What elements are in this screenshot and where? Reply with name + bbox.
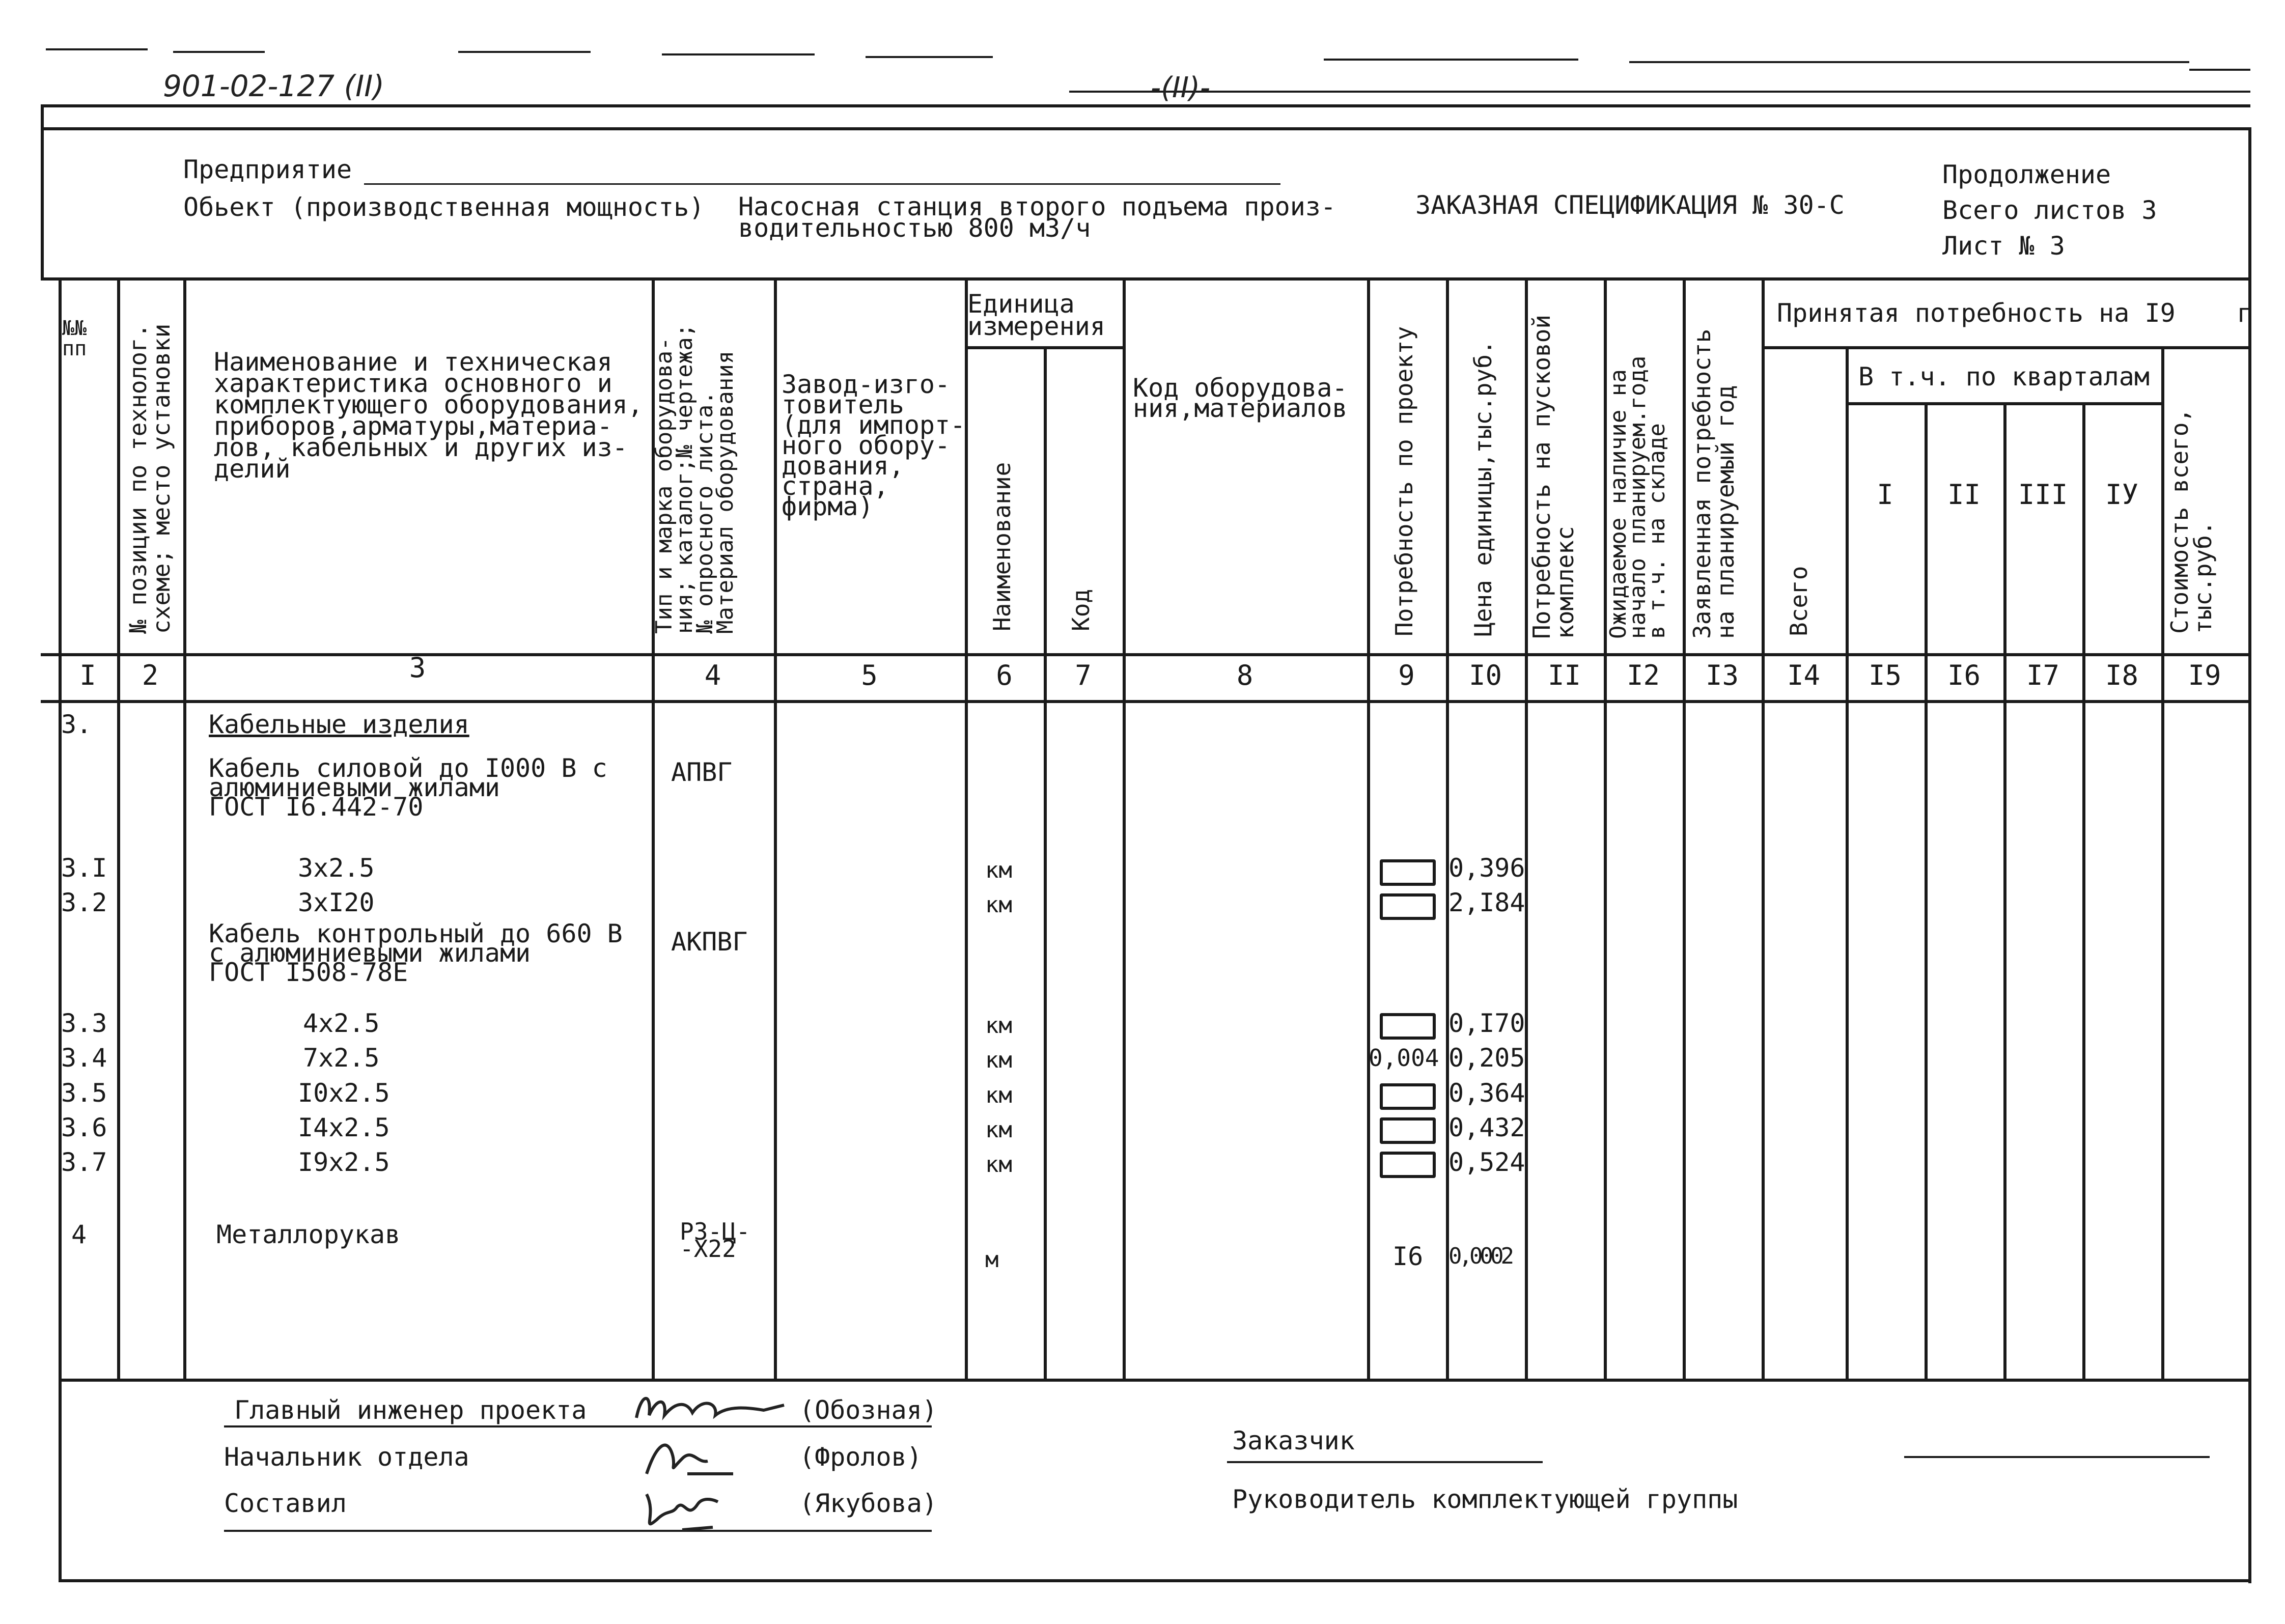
total-sheets: Всего листов 3	[1942, 195, 2157, 225]
item-need: I6	[1392, 1242, 1424, 1271]
item-unit: м	[985, 1247, 999, 1273]
quarters-group-header: В т.ч. по кварталам	[1858, 362, 2150, 391]
row-number: 4	[71, 1220, 87, 1249]
row-number: 3.2	[61, 888, 107, 917]
item-name: I0х2.5	[298, 1078, 390, 1108]
item-name: I9х2.5	[298, 1147, 390, 1177]
empty-value-box	[1380, 1013, 1436, 1040]
col-header-4: Тип и марка оборудова- ния; каталог;№ чертежа; № опросного листа. Материал оборудования	[651, 323, 738, 634]
item-type: АКПВГ	[671, 927, 748, 957]
department-head-signature	[636, 1433, 738, 1484]
author-signature	[636, 1484, 738, 1540]
sheet-number: Лист № 3	[1942, 231, 2065, 261]
accepted-group-header: Принятая потребность на I9 г	[1777, 298, 2252, 328]
col-number: I9	[2188, 659, 2221, 691]
item-name: Кабель силовой до I000 В с алюминиевыми жилами ГОСТ I6.442-70	[209, 753, 607, 822]
item-name: I4х2.5	[298, 1113, 390, 1142]
page-mark: -(II)-	[1151, 71, 1211, 104]
department-head-name: (Фролов)	[799, 1442, 922, 1472]
group-head-label: Руководитель комплектующей группы	[1232, 1485, 1738, 1514]
empty-value-box	[1380, 859, 1436, 886]
item-price: 0,205	[1448, 1043, 1525, 1073]
quarter-4-header: IУ	[2105, 479, 2139, 511]
col-number: II	[1547, 659, 1581, 691]
quarter-1-header: I	[1877, 479, 1893, 511]
unit-group-header: Единица измерения	[967, 289, 1105, 341]
continuation-label: Продолжение	[1942, 160, 2111, 189]
item-price: 0,I70	[1448, 1009, 1525, 1038]
row-number: 3.	[61, 710, 92, 739]
col-number: 4	[704, 659, 721, 691]
enterprise-label: Предприятие	[183, 155, 352, 184]
col-header-1: №№ пп	[62, 317, 87, 360]
empty-value-box	[1380, 1152, 1436, 1178]
chief-engineer-name: (Обозная)	[799, 1395, 937, 1425]
item-type: АПВГ	[671, 758, 733, 787]
col-header-3: Наименование и техническая характеристика основного и комплектующего оборудования, приборов,арматуры,материа- лов, кабельных и других из- делий	[214, 347, 643, 484]
col-number: 9	[1398, 659, 1415, 691]
col-number: 2	[142, 659, 159, 691]
item-unit: км	[985, 1152, 1012, 1178]
col-header-11: Потребность на пусковой комплекс	[1528, 315, 1579, 639]
item-name: Металлорукав	[216, 1220, 401, 1249]
col-header-10: Цена единицы,тыс.руб.	[1469, 340, 1497, 636]
item-unit: км	[985, 1082, 1012, 1108]
col-header-9: Потребность по проекту	[1390, 326, 1418, 636]
col-number: I5	[1868, 659, 1902, 691]
col-header-6: Наименование	[988, 462, 1016, 631]
item-unit: км	[985, 1013, 1012, 1039]
object-label: Обьект (производственная мощность)	[183, 192, 705, 222]
col-number: 7	[1075, 659, 1092, 691]
chief-engineer-signature	[631, 1387, 799, 1433]
row-number: 3.3	[61, 1009, 107, 1038]
col-number: I0	[1468, 659, 1502, 691]
col-header-5: Завод-изго- товитель (для импорт- ного обору- дования, страна, фирма)	[782, 370, 966, 521]
col-number: I4	[1787, 659, 1821, 691]
empty-value-box	[1380, 1117, 1436, 1144]
row-number: 3.5	[61, 1078, 107, 1108]
col-header-19: Стоимость всего, тыс.руб.	[2166, 408, 2217, 634]
item-price: 0,524	[1448, 1147, 1525, 1177]
item-type: РЗ-Ц- -Х22	[680, 1218, 750, 1263]
col-header-2: № позиции по технолог. схеме; место установки	[124, 323, 175, 634]
object-value: Насосная станция второго подъема произ- водительностью 800 м3/ч	[738, 192, 1336, 243]
item-price: 0,364	[1448, 1078, 1525, 1108]
item-unit: км	[985, 1047, 1012, 1073]
empty-value-box	[1380, 1083, 1436, 1110]
col-number: 6	[996, 659, 1013, 691]
row-number: 3.4	[61, 1043, 107, 1073]
item-need: 0,004	[1369, 1044, 1439, 1072]
spec-title: ЗАКАЗНАЯ СПЕЦИФИКАЦИЯ № 30-С	[1415, 190, 1845, 220]
col-number: 8	[1236, 659, 1253, 691]
item-name: 3х2.5	[298, 853, 375, 883]
item-name: 7х2.5	[303, 1043, 380, 1073]
col-number: 5	[861, 659, 878, 691]
col-number: I	[79, 659, 96, 691]
col-header-8: Код оборудова- ния,материалов	[1133, 373, 1348, 423]
item-price: 2,I84	[1448, 888, 1525, 917]
item-price: 0,432	[1448, 1113, 1525, 1142]
document-code: 901-02-127 (II)	[163, 69, 384, 103]
row-number: 3.6	[61, 1113, 107, 1142]
col-number: I2	[1626, 659, 1660, 691]
item-name: 3хI20	[298, 888, 375, 917]
author-label: Составил	[224, 1489, 347, 1518]
row-number: 3.7	[61, 1147, 107, 1177]
department-head-label: Начальник отдела	[224, 1442, 469, 1472]
item-name: Кабель контрольный до 660 В с алюминиевыми жилами ГОСТ I508-78Е	[209, 919, 623, 987]
col-header-12: Ожидаемое наличие на начало планируем.года в т.ч. на складе	[1605, 355, 1670, 639]
col-number: 3	[409, 652, 426, 684]
author-name: (Якубова)	[799, 1489, 937, 1518]
chief-engineer-label: Главный инженер проекта	[234, 1395, 587, 1425]
item-unit: км	[985, 1117, 1012, 1143]
quarter-2-header: II	[1947, 479, 1981, 511]
quarter-3-header: III	[2018, 479, 2068, 511]
item-unit: км	[985, 857, 1012, 883]
customer-label: Заказчик	[1232, 1426, 1355, 1455]
col-number: I7	[2026, 659, 2060, 691]
empty-value-box	[1380, 893, 1436, 920]
col-number: I6	[1947, 659, 1981, 691]
item-unit: км	[985, 892, 1012, 918]
section-heading: Кабельные изделия	[209, 710, 469, 739]
item-name: 4х2.5	[303, 1009, 380, 1038]
item-price: 0,0002	[1448, 1243, 1511, 1269]
col-number: I3	[1705, 659, 1739, 691]
col-header-7: Код	[1067, 589, 1095, 631]
row-number: 3.I	[61, 853, 107, 883]
col-number: I8	[2105, 659, 2139, 691]
item-price: 0,396	[1448, 853, 1525, 883]
col-header-14: Всего	[1785, 566, 1813, 636]
col-header-13: Заявленная потребность на планируемый год	[1688, 328, 1739, 639]
